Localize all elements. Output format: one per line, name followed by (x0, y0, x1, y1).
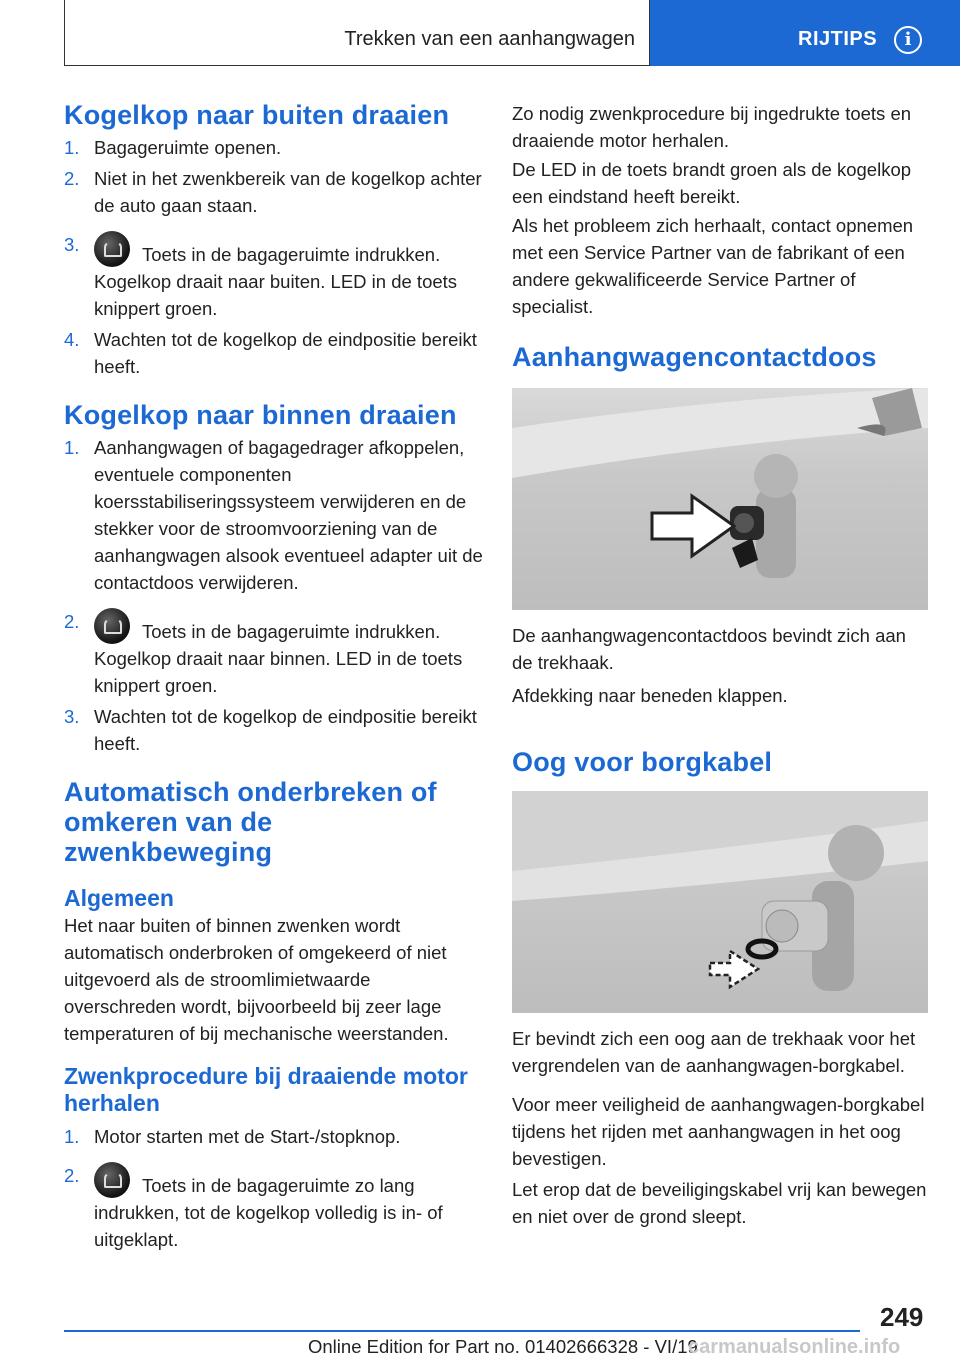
tips-tab[interactable] (650, 0, 960, 66)
paragraph: Let erop dat de beveiligingskabel vrij kan bewegen en niet over de grond sleept. (512, 1179, 927, 1227)
section-title-auto: Automatisch onderbreken of omkeren van de zwenkbeweging (64, 777, 437, 867)
list-item: Kogelkop draait naar binnen. LED in de toets knippert groen. (94, 648, 463, 696)
list-item: 4. Wachten tot de kogelkop de eindpositie bereikt heeft. (64, 329, 477, 377)
steps-repeat (64, 1123, 484, 1253)
chapter-title: Trekken van een aanhangwagen (344, 28, 635, 50)
footer-divider (64, 1330, 860, 1332)
paragraph: Het naar buiten of binnen zwenken wordt automatisch onderbroken of omgekeerd of niet uitgevoerd als de stroomlimietwaarde overschreden wordt, bijvoorbeeld bij zeer lage temperaturen of bij mechanische weerstanden. (64, 915, 449, 1044)
list-item: 2. Toets in de bagageruimte zo lang indrukken, tot de kogelkop volledig is in- of uitgeklapt. (64, 1162, 484, 1253)
right-column (512, 100, 928, 1230)
list-item: 1. Motor starten met de Start-/stopknop. (64, 1126, 401, 1147)
paragraph: Zo nodig zwenkprocedure bij ingedrukte toets en draaiende motor herhalen. (512, 103, 912, 151)
paragraph: De aanhangwagencontactdoos bevindt zich aan de trekhaak. (512, 625, 906, 673)
subheading-general: Algemeen (64, 885, 174, 911)
trailer-socket-illustration (512, 388, 928, 610)
watermark: carmanualsonline.info (688, 1336, 901, 1358)
section-title-out: Kogelkop naar buiten draaien (64, 100, 450, 130)
safety-cable-eye-illustration (512, 791, 928, 1013)
list-item: 3. Wachten tot de kogelkop de eindpositie bereikt heeft. (64, 706, 477, 754)
list-item: 2. Niet in het zwenkbereik van de kogelkop achter de auto gaan staan. (64, 168, 482, 216)
info-icon[interactable]: i (894, 26, 922, 54)
page-number: 249 (880, 1302, 924, 1332)
trailer-hitch-button-icon (94, 231, 130, 267)
list-item: 1. Bagageruimte openen. (64, 137, 282, 158)
eye-photo (512, 791, 928, 1013)
section-title-in: Kogelkop naar binnen draaien (64, 400, 457, 430)
tips-label: RIJTIPS (798, 28, 878, 50)
paragraph: Voor meer veiligheid de aanhangwagen-borgkabel tijdens het rijden met aanhangwagen in het oog bevestigen. (512, 1094, 925, 1169)
list-item: 1. Aanhangwagen of bagagedrager afkoppelen, eventuele componenten koersstabiliseringssysteem verwijderen en de stekker voor de stroomvoorziening van de aanhangwagen alsook eventueel adapter uit de contactdoos verwijderen. (64, 437, 483, 593)
paragraph: Afdekking naar beneden klappen. (512, 685, 788, 706)
edition-text: Online Edition for Part no. 01402666328 - VI/19 (308, 1336, 698, 1357)
section-title-socket: Aanhangwagencontactdoos (512, 342, 877, 372)
list-item: 3. Toets in de bagageruimte indrukken. (64, 231, 484, 268)
list-item: 2. Toets in de bagageruimte indrukken. (64, 608, 484, 645)
steps-out (64, 134, 484, 380)
section-title-eye: Oog voor borgkabel (512, 747, 773, 777)
list-item: Kogelkop draait naar buiten. LED in de toets knippert groen. (94, 271, 458, 319)
paragraph: Als het probleem zich herhaalt, contact opnemen met een Service Partner van de fabrikant of een andere gekwalificeerde Service Partner of specialist. (512, 215, 914, 317)
trailer-hitch-button-icon (94, 1162, 130, 1198)
subheading-repeat: Zwenkprocedure bij draaiende motor herhalen (64, 1063, 468, 1116)
left-column (64, 100, 484, 1253)
trailer-hitch-button-icon (94, 608, 130, 644)
paragraph: De LED in de toets brandt groen als de kogelkop een eindstand heeft bereikt. (512, 159, 912, 207)
header-title-box (64, 0, 650, 66)
socket-photo (512, 388, 928, 610)
paragraph: Er bevindt zich een oog aan de trekhaak voor het vergrendelen van de aanhangwagen-borgkabel. (512, 1028, 916, 1076)
steps-in (64, 434, 484, 757)
